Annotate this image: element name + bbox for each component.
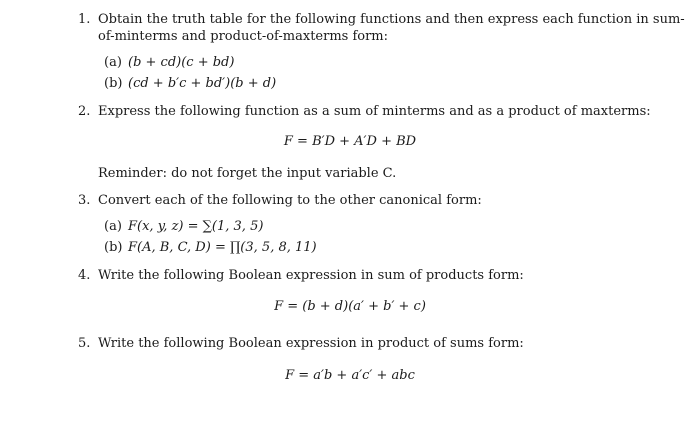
equation: F = (b + d)(a′ + b′ + c) xyxy=(274,299,426,314)
part-label: (a) xyxy=(104,55,122,70)
reminder-text: Reminder: do not forget the input variable C. xyxy=(98,166,397,181)
part-label: (b) xyxy=(104,76,123,91)
problem-number: 3. xyxy=(78,193,91,208)
part-expression: F(x, y, z) = ∑(1, 3, 5) xyxy=(128,219,264,234)
problem-text: Express the following function as a sum of minterms and as a product of maxterms: xyxy=(98,104,651,119)
part-expression: (b + cd)(c + bd) xyxy=(128,55,235,70)
problem-text: Obtain the truth table for the following functions and then express each function in sum- xyxy=(98,12,685,27)
part-expression: (cd + b′c + bd′)(b + d) xyxy=(128,76,277,91)
problem-number: 5. xyxy=(78,336,91,351)
problem-text: Convert each of the following to the other canonical form: xyxy=(98,193,482,208)
part-label: (a) xyxy=(104,219,122,234)
problem-number: 1. xyxy=(78,12,91,27)
problem-number: 2. xyxy=(78,104,91,119)
part-expression: F(A, B, C, D) = ∏(3, 5, 8, 11) xyxy=(128,240,317,255)
problem-text: of-minterms and product-of-maxterms form: xyxy=(98,29,389,44)
equation: F = a′b + a′c′ + abc xyxy=(285,368,415,383)
problem-text: Write the following Boolean expression in sum of products form: xyxy=(98,268,524,283)
problem-number: 4. xyxy=(78,268,91,283)
part-label: (b) xyxy=(104,240,123,255)
equation: F = B′D + A′D + BD xyxy=(283,134,417,149)
problem-text: Write the following Boolean expression in product of sums form: xyxy=(98,336,524,351)
